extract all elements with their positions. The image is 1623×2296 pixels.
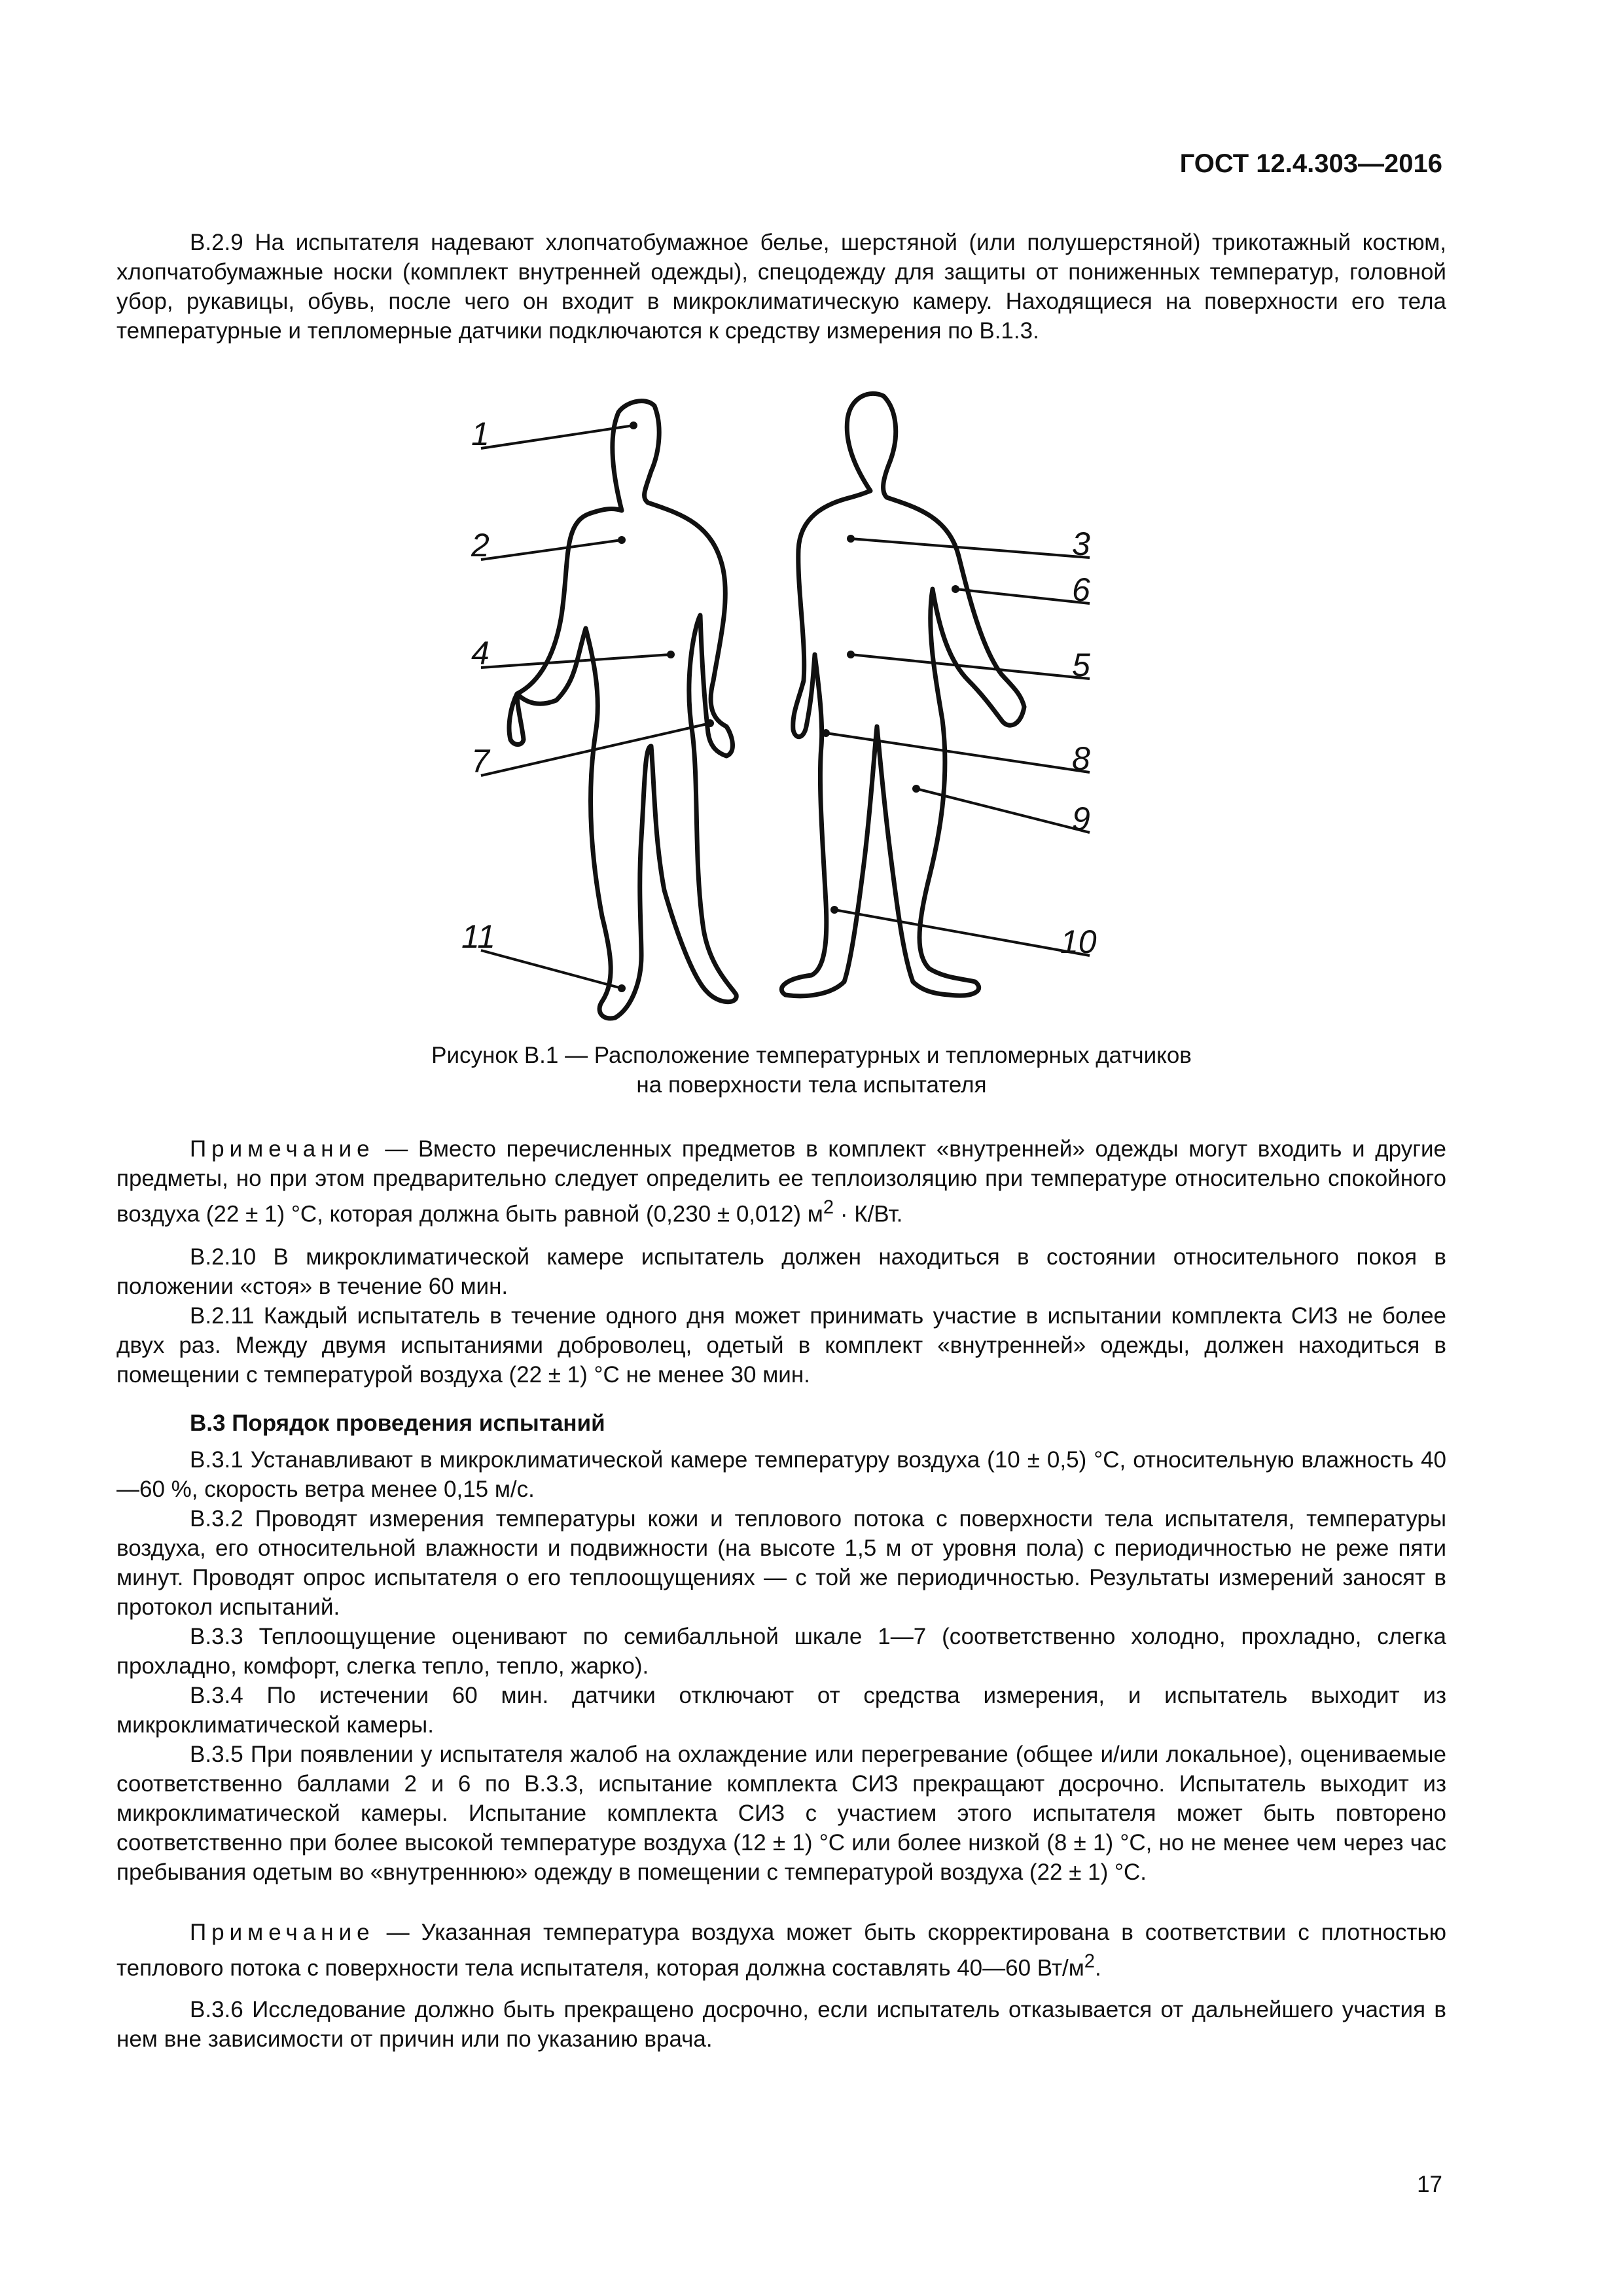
paragraph-b32: В.3.2 Проводят измерения температуры кожи и теплового потока с поверхности тела испытателя, температуры воздуха, его относительной влажности и подвижности (на высоте 1,5 м от уровня пола) с периодичностью не реже пяти минут. Проводят опрос испытателя о его теплоощущениях — с той же периодичностью. Результаты измерений заносят в протокол испытаний. [116, 1506, 1446, 1620]
sensor-label-8: 8 [1072, 740, 1090, 777]
note-label: Примечание [190, 1136, 375, 1162]
note-label: Примечание [190, 1920, 375, 1945]
paragraph-b35: В.3.5 При появлении у испытателя жалоб на охлаждение или перегревание (общее и/или локальное), оцениваемые соответственно баллами 2 и 6 по В.3.3, испытание комплекта СИЗ прекращают досрочно. Испытатель выходит из микроклиматической камеры. Испытание комплекта СИЗ с участием этого испытателя может быть повторено соответственно при более высокой температуре воздуха (12 ± 1) °С или более низкой (8 ± 1) °С, но не менее чем через час пребывания одетым во «внутреннюю» одежду в помещении с температурой воздуха (22 ± 1) °С. [116, 1742, 1446, 1885]
note-text: — Указанная температура воздуха может быть скорректирована в соответствии с плотностью теплового потока с поверхности тела испытателя, которая должна составлять 40—60 Вт/м [116, 1920, 1446, 1981]
note-text: — Вместо перечисленных предметов в комплект «внутренней» одежды могут входить и другие предметы, но при этом предварительно следует определить ее теплоизоляцию при температуре относительно спокойного воздуха (22 ± 1) °С, которая должна быть равной (0,230 ± 0,012) м [116, 1136, 1446, 1227]
figure-caption [0, 1041, 1623, 1100]
note-2 [116, 1918, 1446, 1983]
back-body-outline [781, 393, 1024, 996]
body-sensor-figure [0, 0, 1623, 1047]
paragraph-b36-block [116, 1995, 1446, 2054]
page-number: 17 [1417, 2172, 1442, 2197]
front-body-outline [509, 401, 736, 1018]
document-id: ГОСТ 12.4.303—2016 [1179, 149, 1442, 178]
paragraph-b211: В.2.11 Каждый испытатель в течение одного дня может принимать участие в испытании комплекта СИЗ не более двух раз. Между двумя испытаниями доброволец, одетый в комплект «внутренней» одежды, должен находиться в помещении с температурой воздуха (22 ± 1) °С не менее 30 мин. [116, 1303, 1446, 1388]
paragraph-text: В.2.9 На испытателя надевают хлопчатобумажное белье, шерстяной (или полушерстяной) трикотажный костюм, хлопчатобумажные носки (комплект внутренней одежды), спецодежду для защиты от пониженных температур, головной убор, рукавицы, обувь, после чего он входит в микроклиматическую камеру. Находящиеся на поверхности его тела температурные и тепломерные датчики подключаются к средству измерения по В.1.3. [116, 230, 1446, 344]
sensor-label-7: 7 [471, 743, 490, 780]
caption-line-1: Рисунок В.1 — Расположение температурных и тепломерных датчиков [431, 1043, 1192, 1068]
sensor-label-6: 6 [1072, 571, 1090, 608]
paragraph-b210: В.2.10 В микроклиматической камере испытатель должен находиться в состоянии относительного покоя в положении «стоя» в течение 60 мин. [116, 1244, 1446, 1299]
sensor-label-9: 9 [1072, 800, 1090, 837]
note-tail: . [1095, 1955, 1101, 1981]
sensor-label-1: 1 [471, 416, 490, 452]
caption-line-2: на поверхности тела испытателя [636, 1072, 987, 1098]
sensor-label-3: 3 [1072, 526, 1090, 562]
sensor-label-5: 5 [1072, 647, 1090, 683]
sensor-label-10: 10 [1060, 924, 1097, 960]
paragraphs-b3 [116, 1445, 1446, 1887]
paragraphs-b2 [116, 1242, 1446, 1390]
sensor-label-4: 4 [471, 635, 490, 672]
note-superscript: 2 [823, 1197, 834, 1218]
sensor-label-2: 2 [471, 527, 490, 564]
paragraph-b34: В.3.4 По истечении 60 мин. датчики отключают от средства измерения, и испытатель выходит из микроклиматической камеры. [116, 1683, 1446, 1738]
sensor-label-11: 11 [461, 918, 495, 955]
note-1 [116, 1134, 1446, 1229]
note-tail: · К/Вт. [834, 1201, 903, 1227]
note-superscript: 2 [1084, 1951, 1096, 1972]
paragraph-b33: В.3.3 Теплоощущение оценивают по семибалльной шкале 1—7 (соответственно холодно, прохладно, слегка прохладно, комфорт, слегка тепло, тепло, жарко). [116, 1624, 1446, 1679]
section-heading-b3: В.3 Порядок проведения испытаний [190, 1410, 605, 1436]
paragraph-b36: В.3.6 Исследование должно быть прекращено досрочно, если испытатель отказывается от дальнейшего участия в нем вне зависимости от причин или по указанию врача. [116, 1997, 1446, 2052]
paragraph-b31: В.3.1 Устанавливают в микроклиматической камере температуру воздуха (10 ± 0,5) °С, относительную влажность 40—60 %, скорость ветра менее 0,15 м/с. [116, 1447, 1446, 1502]
